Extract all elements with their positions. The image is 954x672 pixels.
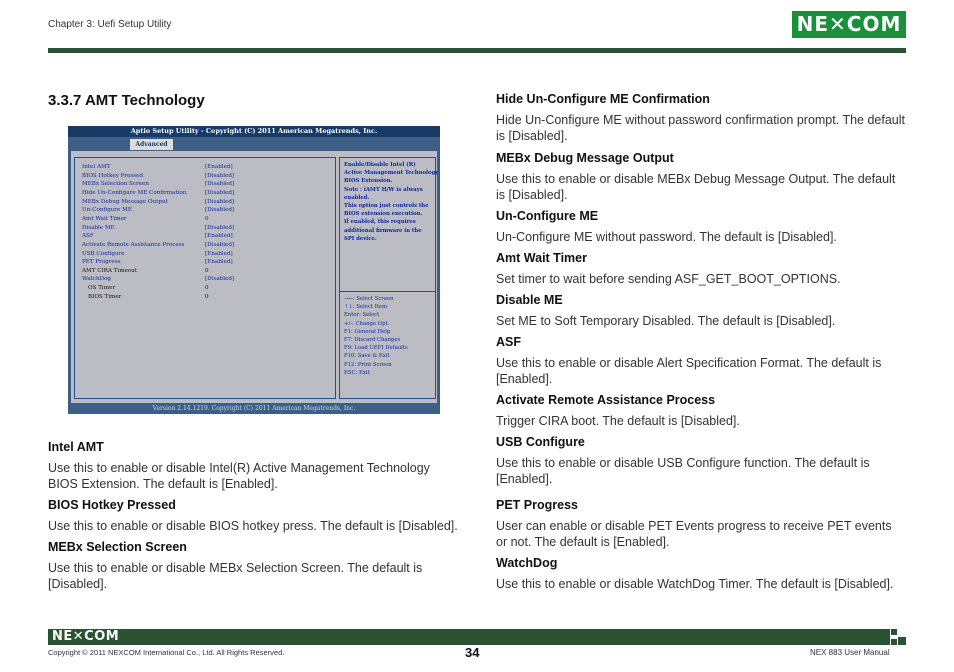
bios-setting-value: [Enabled]	[205, 164, 233, 170]
setting-title: USB Configure	[496, 435, 585, 449]
bios-setting-label: BIOS Hotkey Pressed	[82, 172, 144, 179]
bios-setting-label: ASF	[82, 233, 94, 240]
bios-help-text: Note : iAMT H/W is always	[344, 186, 423, 193]
bios-key-hint: F1: General Help	[344, 328, 391, 335]
setting-description: Use this to enable or disable WatchDog Timer. The default is [Disabled].	[496, 577, 894, 591]
bios-help-divider	[340, 291, 435, 292]
bios-setting-label: Intel AMT	[82, 164, 111, 170]
setting-description: Use this to enable or disable BIOS hotkey press. The default is [Disabled].	[48, 519, 458, 533]
bios-tab-advanced: Advanced	[130, 139, 173, 150]
bios-setting-value: [Enabled]	[205, 250, 233, 257]
setting-title: Amt Wait Timer	[496, 251, 587, 265]
copyright: Copyright © 2011 NEXCOM International Co., Ltd. All Rights Reserved.	[48, 648, 285, 657]
footer-square	[891, 639, 897, 645]
bios-help-text: enabled.	[344, 194, 370, 201]
bios-setting-value: 0	[205, 215, 209, 222]
bios-setting-value: [Disabled]	[205, 276, 235, 283]
bios-key-hint: →←: Select Screen	[344, 296, 394, 302]
bios-setting-value: 0	[205, 293, 209, 300]
section-title: 3.3.7 AMT Technology	[48, 92, 205, 109]
bios-help-text: BIOS extension execution.	[344, 211, 423, 218]
setting-description: Use this to enable or disable Alert Specification Format. The default is [Enabled].	[496, 356, 882, 386]
setting-title: WatchDog	[496, 556, 558, 570]
bios-setting-label: OS Timer	[88, 285, 116, 292]
setting-title: Disable ME	[496, 293, 563, 307]
setting-description: Un-Configure ME without password. The default is [Disabled].	[496, 230, 837, 244]
bios-help-text: BIOS Extension.	[344, 178, 393, 185]
bios-key-hint: +/-: Change Opt.	[344, 320, 390, 327]
setting-title: Un-Configure ME	[496, 209, 599, 223]
bios-setting-value: [Disabled]	[205, 241, 235, 248]
bios-setting-label: PET Progress	[82, 259, 121, 266]
bios-setting-value: 0	[205, 267, 209, 274]
setting-title: ASF	[496, 335, 521, 349]
footer-square	[898, 637, 906, 645]
bios-key-hint: F10: Save & Exit	[344, 353, 390, 360]
setting-title: PET Progress	[496, 498, 578, 512]
bios-key-hint: F9: Load UEFI Defaults	[344, 345, 408, 352]
bios-setting-label: MEBx Selection Screen	[82, 181, 149, 188]
bios-setting-label: WatchDog	[82, 276, 112, 283]
bios-setting-value: [Disabled]	[205, 189, 235, 196]
bios-key-hint: F7: Discard Changes	[344, 337, 401, 343]
setting-description: Hide Un-Configure ME without password confirmation prompt. The default is [Disabled].	[496, 113, 905, 143]
bios-setting-value: 0	[205, 285, 209, 292]
bios-help-text: additional firmware in the	[344, 227, 422, 234]
bios-setting-value: [Enabled]	[205, 233, 233, 240]
setting-description: Use this to enable or disable MEBx Debug Message Output. The default is [Disabled].	[496, 172, 896, 202]
bios-setting-value: [Disabled]	[205, 198, 235, 205]
setting-title: MEBx Selection Screen	[48, 540, 187, 554]
setting-title: Hide Un-Configure ME Confirmation	[496, 92, 710, 106]
setting-description: Set ME to Soft Temporary Disabled. The default is [Disabled].	[496, 314, 836, 328]
page-number: 34	[465, 645, 480, 660]
bios-footer: Version 2.14.1219. Copyright (C) 2011 American Megatrends, Inc.	[152, 405, 356, 412]
bios-setting-label: Activate Remote Assistance Process	[82, 241, 185, 248]
bios-setting-value: [Enabled]	[205, 259, 233, 266]
setting-description: Use this to enable or disable MEBx Selection Screen. The default is [Disabled].	[48, 561, 423, 591]
bios-setting-value: [Disabled]	[205, 172, 235, 179]
setting-title: Activate Remote Assistance Process	[496, 393, 716, 407]
bios-settings-panel	[74, 157, 336, 399]
bios-setting-label: USB Configure	[82, 250, 125, 257]
bios-setting-label: BIOS Timer	[88, 293, 122, 300]
setting-description: User can enable or disable PET Events progress to receive PET events or not. The default is [Enabled].	[496, 519, 892, 549]
footer-square	[891, 629, 897, 635]
bios-setting-label: Un-Configure ME	[82, 207, 132, 214]
bios-setting-label: Amt Wait Timer	[82, 215, 127, 222]
setting-title: Intel AMT	[48, 440, 104, 454]
setting-description: Use this to enable or disable USB Configure function. The default is [Enabled].	[496, 456, 870, 486]
bios-screenshot	[68, 126, 440, 414]
bios-setting-value: [Disabled]	[205, 207, 235, 214]
bios-setting-label: MEBx Debug Message Output	[82, 198, 168, 205]
bios-setting-label: AMT CIRA Timeout	[82, 267, 138, 274]
bios-help-text: If enabled, this requires	[344, 219, 416, 226]
setting-description: Trigger CIRA boot. The default is [Disabled].	[496, 414, 740, 428]
setting-title: MEBx Debug Message Output	[496, 151, 674, 165]
header-divider	[48, 48, 906, 53]
footer-logo: NE✕COM	[52, 629, 120, 644]
setting-title: BIOS Hotkey Pressed	[48, 498, 176, 512]
setting-description: Set timer to wait before sending ASF_GET_BOOT_OPTIONS.	[496, 272, 841, 286]
bios-setting-label: Disable ME	[82, 224, 115, 231]
bios-setting-value: [Disabled]	[205, 181, 235, 188]
bios-title: Aptio Setup Utility - Copyright (C) 2011 American Megatrends, Inc.	[68, 126, 440, 137]
bios-help-panel	[339, 157, 439, 399]
manual-name: NEX 883 User Manual	[810, 648, 890, 657]
bios-key-hint: ↑↓: Select Item	[344, 304, 388, 311]
bios-key-hint: Enter: Select	[344, 312, 380, 319]
nexcom-logo: NE✕COM	[792, 11, 906, 38]
bios-key-hint: ESC: Exit	[344, 369, 370, 376]
bios-setting-label: Hide Un-Configure ME Confirmation	[82, 189, 187, 196]
setting-description: Use this to enable or disable Intel(R) Active Management Technology BIOS Extension. The default is [Enabled].	[48, 461, 430, 491]
bios-help-text: This option just controls the	[344, 203, 429, 209]
bios-setting-value: [Disabled]	[205, 224, 235, 231]
bios-key-hint: F12: Print Screen	[344, 361, 392, 368]
chapter-header: Chapter 3: Uefi Setup Utility	[48, 19, 172, 30]
bios-body	[71, 151, 437, 403]
bios-help-text: Enable/Disable Intel (R)	[344, 162, 416, 168]
bios-help-text: SPI device.	[344, 235, 377, 242]
bios-help-text: Active Management Technology	[344, 170, 439, 177]
footer-bar	[48, 629, 890, 645]
